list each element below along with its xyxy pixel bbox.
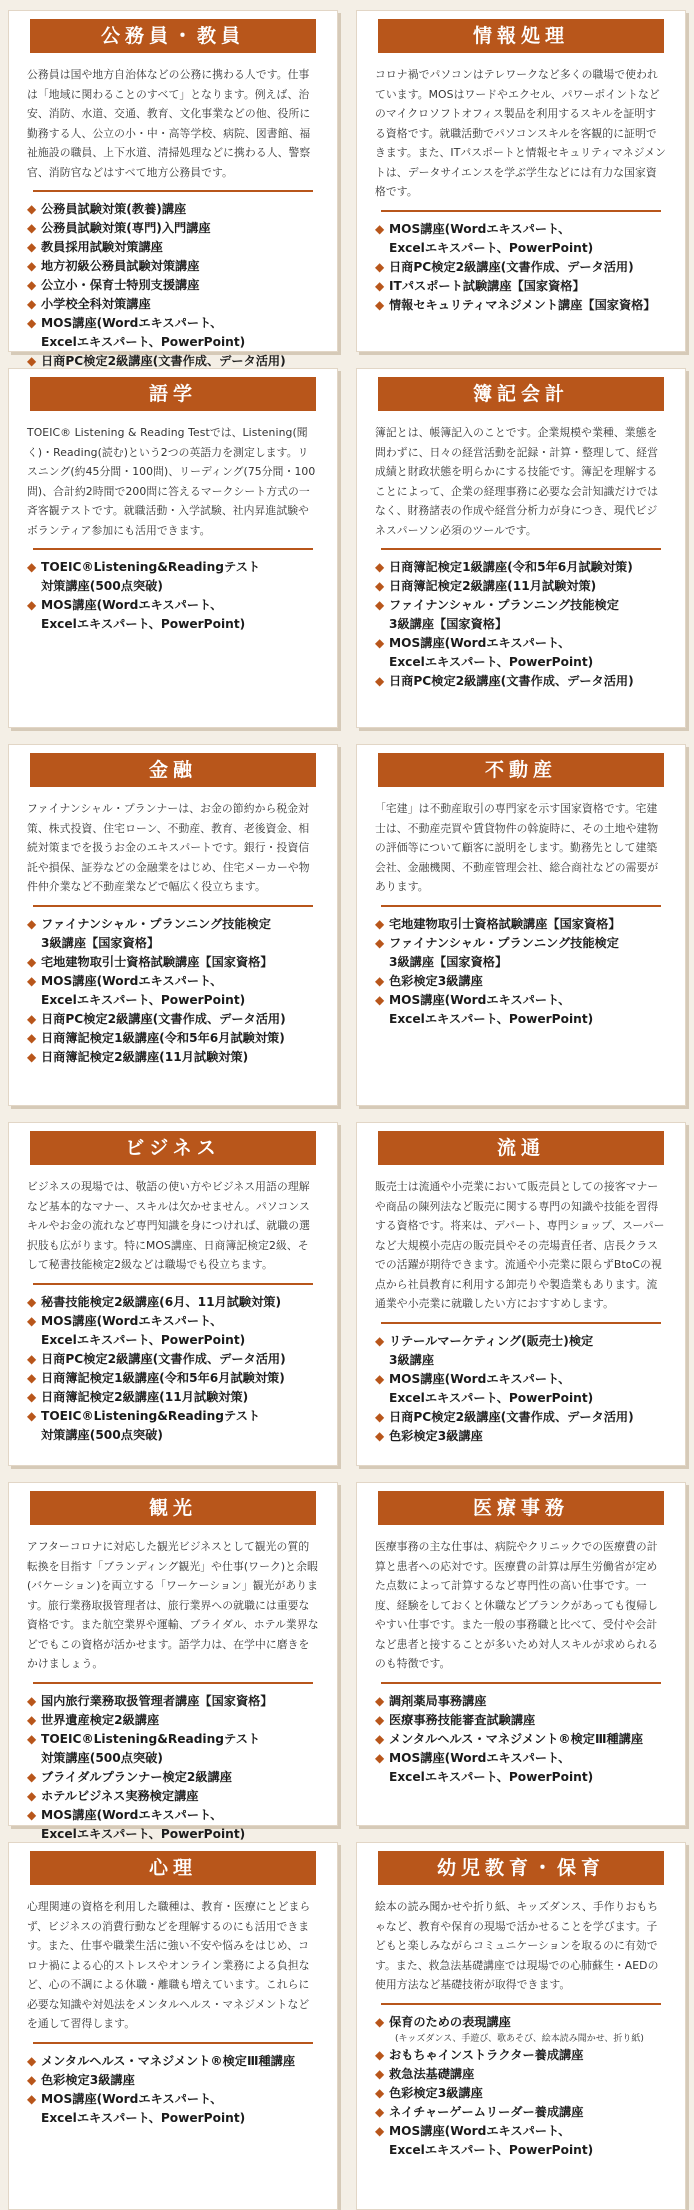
course-item[interactable] xyxy=(375,1692,667,1711)
course-item[interactable] xyxy=(27,1388,319,1407)
course-item-wrap xyxy=(41,1692,273,1711)
diamond-bullet-icon: ◆ xyxy=(375,2066,385,2081)
diamond-bullet-icon: ◆ xyxy=(375,560,385,574)
course-label: ブライダルプランナー検定2級講座 xyxy=(41,1769,232,1784)
diamond-bullet-icon: ◆ xyxy=(27,1011,37,1026)
diamond-bullet-icon: ◆ xyxy=(27,1408,37,1423)
diamond-bullet-icon: ◆ xyxy=(375,297,385,312)
diamond-bullet-icon: ◆ xyxy=(27,2053,37,2068)
course-item[interactable] xyxy=(27,1730,319,1768)
card-description: 「宅建」は不動産取引の専門家を示す国家資格です。宅建士は、不動産売買や賃貸物件の斡旋時に、その土地や建物の評価等について顧客に説明をします。勤務先として建築会社、金融機関、不動産管理会社、総合商社などの需要があります。 xyxy=(375,802,659,893)
course-item[interactable] xyxy=(375,991,667,1029)
course-item-wrap xyxy=(41,2071,135,2090)
course-item[interactable] xyxy=(27,219,319,238)
course-item[interactable] xyxy=(27,1787,319,1806)
course-list xyxy=(375,1332,667,1446)
course-label: TOEIC®Listening&Readingテスト 対策講座(500点突破) xyxy=(41,1408,261,1442)
course-item-wrap xyxy=(389,2122,593,2160)
course-label: 日商簿記検定1級講座(令和5年6月試験対策) xyxy=(389,560,633,574)
diamond-bullet-icon: ◆ xyxy=(27,2091,37,2106)
course-list xyxy=(27,915,319,1067)
course-item-wrap xyxy=(389,1692,487,1711)
course-item[interactable] xyxy=(27,1369,319,1388)
diamond-bullet-icon: ◆ xyxy=(375,1333,385,1348)
course-item-wrap xyxy=(389,1749,593,1787)
course-label: MOS講座(Wordエキスパート、 Excelエキスパート、PowerPoint) xyxy=(389,1371,594,1405)
diamond-bullet-icon: ◆ xyxy=(375,636,385,650)
course-label: 日商PC検定2級講座(文書作成、データ活用) xyxy=(41,354,286,368)
course-item[interactable] xyxy=(27,2090,319,2128)
diamond-bullet-icon: ◆ xyxy=(375,1750,385,1765)
course-item[interactable] xyxy=(27,596,319,634)
card-title: 流通 xyxy=(378,1131,664,1165)
divider xyxy=(381,1322,661,1324)
course-item[interactable] xyxy=(375,2065,667,2084)
course-item[interactable] xyxy=(375,934,667,972)
diamond-bullet-icon: ◆ xyxy=(27,240,37,254)
diamond-bullet-icon: ◆ xyxy=(27,1370,37,1385)
card-description: ファイナンシャル・プランナーは、お金の節約から税金対策、株式投資、住宅ローン、不動産、教育、老後資金、相続対策までを扱うお金のエキスパートです。銀行・投資信託や損保、証券などの金融業をはじめ、住宅メーカーや物件仲介業など不動産業などで幅広く役立ちます。 xyxy=(27,802,310,893)
diamond-bullet-icon: ◆ xyxy=(375,916,385,931)
course-item-wrap xyxy=(41,2052,295,2071)
diamond-bullet-icon: ◆ xyxy=(375,2123,385,2138)
course-label: ファイナンシャル・プランニング技能検定 3級講座【国家資格】 xyxy=(389,935,619,969)
diamond-bullet-icon: ◆ xyxy=(27,202,37,216)
card-psychology xyxy=(8,1842,338,2210)
course-item-wrap xyxy=(389,2103,583,2122)
diamond-bullet-icon: ◆ xyxy=(27,1807,37,1822)
course-list xyxy=(375,915,667,1029)
course-label: 日商PC検定2級講座(文書作成、データ活用) xyxy=(41,1351,286,1366)
course-item[interactable] xyxy=(375,672,667,691)
card-tourism xyxy=(8,1482,338,1841)
course-item[interactable] xyxy=(375,558,667,577)
course-label: ファイナンシャル・プランニング技能検定 3級講座【国家資格】 xyxy=(389,598,619,631)
card-description: アフターコロナに対応した観光ビジネスとして観光の質的転換を目指す「ブランディング観光」や仕事(ワーク)と余暇(バケーション)を両立する「ワーケーション」観光があります。旅行業務取扱管理者は、旅行業界への就職には重要な資格です。また航空業界や運輸、ブライダル、ホテル業界などでもこの資格が活かせます。語学力は、在学中に磨きをかけましょう。 xyxy=(27,1540,319,1670)
diamond-bullet-icon: ◆ xyxy=(375,579,385,593)
course-item[interactable] xyxy=(27,1806,319,1844)
course-label: 秘書技能検定2級講座(6月、11月試験対策) xyxy=(41,1294,282,1309)
diamond-bullet-icon: ◆ xyxy=(375,1371,385,1386)
course-label: おもちゃインストラクター養成講座 xyxy=(389,2047,584,2062)
diamond-bullet-icon: ◆ xyxy=(375,2085,385,2100)
course-item[interactable] xyxy=(27,200,319,219)
course-item-wrap xyxy=(41,1293,281,1312)
diamond-bullet-icon: ◆ xyxy=(375,1693,385,1708)
course-item[interactable] xyxy=(27,314,319,352)
course-item[interactable] xyxy=(27,558,319,596)
divider xyxy=(33,905,313,907)
diamond-bullet-icon: ◆ xyxy=(27,598,37,612)
course-item[interactable] xyxy=(27,1048,319,1067)
diamond-bullet-icon: ◆ xyxy=(27,1788,37,1803)
course-label: 小学校全科対策講座 xyxy=(41,297,151,311)
diamond-bullet-icon: ◆ xyxy=(375,2104,385,2119)
card-business xyxy=(8,1122,338,1466)
course-item-wrap xyxy=(41,1407,260,1445)
diamond-bullet-icon: ◆ xyxy=(27,1294,37,1309)
course-item[interactable] xyxy=(375,634,667,672)
diamond-bullet-icon: ◆ xyxy=(27,1049,37,1064)
course-label: 宅地建物取引士資格試験講座【国家資格】 xyxy=(389,916,621,931)
diamond-bullet-icon: ◆ xyxy=(375,2014,385,2029)
card-description: 医療事務の主な仕事は、病院やクリニックでの医療費の計算と患者への応対です。医療費の計算は厚生労働省が定めた点数によって計算するなど専門性の高い仕事です。一度、経験をしておくと休職などブランクがあっても復帰しやすい仕事です。また一般の事務職と比べて、受付や会計など患者と接することが多いため対人スキルが求められるのも特徴です。 xyxy=(375,1540,659,1670)
course-item-wrap xyxy=(389,1370,593,1408)
course-label: MOS講座(Wordエキスパート、 Excelエキスパート、PowerPoint) xyxy=(389,1750,594,1784)
course-item[interactable] xyxy=(375,972,667,991)
course-list xyxy=(375,220,667,315)
course-label: 宅地建物取引士資格試験講座【国家資格】 xyxy=(41,954,273,969)
diamond-bullet-icon: ◆ xyxy=(375,278,385,293)
course-list xyxy=(375,1692,667,1787)
diamond-bullet-icon: ◆ xyxy=(27,259,37,273)
card-title: 心理 xyxy=(30,1851,316,1885)
course-item[interactable] xyxy=(375,2103,667,2122)
course-label: MOS講座(Wordエキスパート、 Excelエキスパート、PowerPoint) xyxy=(389,221,594,255)
course-item[interactable] xyxy=(27,2071,319,2090)
card-title: 医療事務 xyxy=(378,1491,664,1525)
course-grid xyxy=(8,10,686,2210)
diamond-bullet-icon: ◆ xyxy=(27,1769,37,1784)
diamond-bullet-icon: ◆ xyxy=(375,1712,385,1727)
diamond-bullet-icon: ◆ xyxy=(27,1731,37,1746)
course-item[interactable] xyxy=(27,915,319,953)
diamond-bullet-icon: ◆ xyxy=(27,916,37,931)
course-item[interactable] xyxy=(27,295,319,314)
course-item[interactable] xyxy=(375,2013,667,2046)
course-label: 調剤薬局事務講座 xyxy=(389,1693,487,1708)
course-item[interactable] xyxy=(375,258,667,277)
card-description: 公務員は国や地方自治体などの公務に携わる人です。仕事は「地域に関わることのすべて」となります。例えば、治安、消防、水道、交通、教育、文化事業などの他、役所に勤務する人、公立の小・中・高等学校、病院、図書館、福祉施設の職員、上下水道、清掃処理などに携わる人、警察官、消防官などはすべて地方公務員です。 xyxy=(27,68,311,179)
course-note: (キッズダンス、手遊び、歌あそび、絵本読み聞かせ、折り紙) xyxy=(395,2033,644,2044)
card-title: 金融 xyxy=(30,753,316,787)
course-label: 日商PC検定2級講座(文書作成、データ活用) xyxy=(41,1011,286,1026)
diamond-bullet-icon: ◆ xyxy=(27,954,37,969)
course-item-wrap xyxy=(389,1332,593,1370)
course-item-wrap xyxy=(389,277,585,296)
diamond-bullet-icon: ◆ xyxy=(27,278,37,292)
card-title: 観光 xyxy=(30,1491,316,1525)
course-list xyxy=(27,2052,319,2128)
course-item-wrap xyxy=(41,276,199,295)
course-label: 日商簿記検定1級講座(令和5年6月試験対策) xyxy=(41,1370,285,1385)
course-label: 日商PC検定2級講座(文書作成、データ活用) xyxy=(389,1409,634,1424)
course-item-wrap xyxy=(41,238,163,257)
card-description: TOEIC® Listening & Reading Testでは、Listening(聞く)・Reading(読む)という2つの英語力を測定します。リスニング(約45分間・100問)、リーディング(75分間・100問)、合計約2時間で200問に答えるマークシート方式の一斉客観テストです。就職活動・入学試験、社内昇進試験やボランティア参加にも活用できます。 xyxy=(27,426,316,537)
card-description: 心理関連の資格を利用した職種は、教育・医療にとどまらず、ビジネスの消費行動などを理解するのにも活用できます。また、仕事や職業生活に強い不安や悩みをはじめ、コロナ禍による心的ストレスやオンライン業務による負担など、心の不調による休職・離職も増えています。これらに必要な知識や対処法をメンタルヘルス・マネジメントなどを通して習得します。 xyxy=(27,1900,311,2030)
course-item-wrap xyxy=(41,1350,286,1369)
course-item-wrap xyxy=(41,953,273,972)
course-item-wrap xyxy=(41,295,151,314)
course-item-wrap xyxy=(41,1369,285,1388)
course-item[interactable] xyxy=(375,1427,667,1446)
card-title: 語学 xyxy=(30,377,316,411)
card-medical xyxy=(356,1482,686,1826)
course-item-wrap xyxy=(41,2090,245,2128)
card-childcare xyxy=(356,1842,686,2210)
course-item-wrap xyxy=(389,220,593,258)
course-label: 保育のための表現講座 xyxy=(389,2014,511,2029)
course-item[interactable] xyxy=(27,1350,319,1369)
course-item-wrap xyxy=(389,296,656,315)
course-label: 色彩検定3級講座 xyxy=(389,973,483,988)
course-item-wrap xyxy=(389,558,633,577)
course-item-wrap xyxy=(41,915,271,953)
diamond-bullet-icon: ◆ xyxy=(27,1030,37,1045)
course-item[interactable] xyxy=(27,2052,319,2071)
diamond-bullet-icon: ◆ xyxy=(27,1693,37,1708)
card-bookkeeping xyxy=(356,368,686,728)
course-item[interactable] xyxy=(375,1370,667,1408)
diamond-bullet-icon: ◆ xyxy=(27,221,37,235)
card-title: 幼児教育・保育 xyxy=(378,1851,664,1885)
course-item-wrap xyxy=(41,1730,260,1768)
course-label: TOEIC®Listening&Readingテスト 対策講座(500点突破) xyxy=(41,1731,261,1765)
course-item-wrap xyxy=(389,2084,483,2103)
course-item-wrap xyxy=(389,634,593,672)
course-label: 国内旅行業務取扱管理者講座【国家資格】 xyxy=(41,1693,273,1708)
course-item-wrap xyxy=(41,558,260,596)
course-label: 救急法基礎講座 xyxy=(389,2066,475,2081)
course-item-wrap xyxy=(41,1312,245,1350)
divider xyxy=(33,190,313,192)
course-item[interactable] xyxy=(375,296,667,315)
diamond-bullet-icon: ◆ xyxy=(375,598,385,612)
course-item-wrap xyxy=(389,1427,483,1446)
course-item-wrap xyxy=(389,672,634,691)
card-distribution xyxy=(356,1122,686,1466)
course-label: TOEIC®Listening&Readingテスト 対策講座(500点突破) xyxy=(41,560,261,593)
course-label: 色彩検定3級講座 xyxy=(41,2072,135,2087)
course-label: 日商簿記検定2級講座(11月試験対策) xyxy=(41,1049,249,1064)
course-item-wrap xyxy=(389,991,593,1029)
course-label: 教員採用試験対策講座 xyxy=(41,240,163,254)
course-item[interactable] xyxy=(375,2122,667,2160)
diamond-bullet-icon: ◆ xyxy=(375,1731,385,1746)
course-item[interactable] xyxy=(375,220,667,258)
course-item[interactable] xyxy=(375,915,667,934)
course-item-wrap xyxy=(389,972,483,991)
course-item[interactable] xyxy=(27,257,319,276)
course-item-wrap xyxy=(389,1408,634,1427)
course-label: 世界遺産検定2級講座 xyxy=(41,1712,160,1727)
course-item[interactable] xyxy=(27,972,319,1010)
course-label: MOS講座(Wordエキスパート、 Excelエキスパート、PowerPoint) xyxy=(41,2091,246,2125)
card-description: 簿記とは、帳簿記入のことです。企業規模や業種、業態を問わずに、日々の経営活動を記録・計算・整理して、経営成績と財政状態を明らかにする技能です。簿記を理解することによって、企業の経理事務に必要な会計知識だけではなく、財務諸表の作成や経営分析力が身につき、現代ビジネスパーソン必須のツールです。 xyxy=(375,426,659,537)
diamond-bullet-icon: ◆ xyxy=(375,221,385,236)
course-item[interactable] xyxy=(375,577,667,596)
card-description: ビジネスの現場では、敬語の使い方やビジネス用語の理解など基本的なマナー、スキルは欠かせません。パソコンスキルやお金の流れなど専門知識を身につければ、就職の選択肢も広がります。特にMOS講座、日商簿記検定2級、そして秘書技能検定2級などは職場でも役立ちます。 xyxy=(27,1180,310,1271)
divider xyxy=(381,548,661,550)
card-real-estate xyxy=(356,744,686,1106)
course-item-wrap xyxy=(389,596,619,634)
course-item[interactable] xyxy=(375,277,667,296)
diamond-bullet-icon: ◆ xyxy=(27,297,37,311)
course-item-wrap xyxy=(389,2065,474,2084)
course-item-wrap xyxy=(41,1388,248,1407)
course-item-wrap xyxy=(41,1806,245,1844)
course-label: 日商PC検定2級講座(文書作成、データ活用) xyxy=(389,674,634,688)
divider xyxy=(381,1682,661,1684)
divider xyxy=(381,2003,661,2005)
card-description: 販売士は流通や小売業において販売員としての接客マナーや商品の陳列法など販売に関する専門の知識や技能を習得する資格です。将来は、デパート、専門ショップ、スーパーなど大規模小売店の販売員やその売場責任者、店長クラスでの活躍が期待できます。流通や小売業に限らずBtoCの視点から社員教育に利用する卸売りや製造業もあります。流通業や小売業に就職したい方におすすめします。 xyxy=(375,1180,665,1310)
diamond-bullet-icon: ◆ xyxy=(375,973,385,988)
course-item[interactable] xyxy=(375,1711,667,1730)
course-item-wrap xyxy=(41,1787,198,1806)
course-label: MOS講座(Wordエキスパート、 Excelエキスパート、PowerPoint) xyxy=(389,636,594,669)
card-finance xyxy=(8,744,338,1106)
course-label: 色彩検定3級講座 xyxy=(389,2085,483,2100)
diamond-bullet-icon: ◆ xyxy=(375,259,385,274)
course-label: ITパスポート試験講座【国家資格】 xyxy=(389,278,585,293)
course-item-wrap xyxy=(41,1711,159,1730)
course-label: ホテルビジネス実務検定講座 xyxy=(41,1788,199,1803)
course-label: 日商PC検定2級講座(文書作成、データ活用) xyxy=(389,259,634,274)
course-item[interactable] xyxy=(27,1711,319,1730)
diamond-bullet-icon: ◆ xyxy=(27,1313,37,1328)
course-item-wrap xyxy=(389,1711,535,1730)
course-list xyxy=(27,1293,319,1445)
course-item-wrap xyxy=(389,2013,644,2046)
diamond-bullet-icon: ◆ xyxy=(375,1409,385,1424)
course-label: メンタルヘルス・マネジメント®検定Ⅲ種講座 xyxy=(41,2053,296,2068)
course-label: 日商簿記検定1級講座(令和5年6月試験対策) xyxy=(41,1030,285,1045)
course-item[interactable] xyxy=(375,2084,667,2103)
course-item-wrap xyxy=(41,200,186,219)
diamond-bullet-icon: ◆ xyxy=(27,316,37,330)
diamond-bullet-icon: ◆ xyxy=(375,1428,385,1443)
course-item-wrap xyxy=(389,577,596,596)
diamond-bullet-icon: ◆ xyxy=(27,1389,37,1404)
course-item-wrap xyxy=(389,2046,583,2065)
card-it xyxy=(356,10,686,352)
diamond-bullet-icon: ◆ xyxy=(375,935,385,950)
diamond-bullet-icon: ◆ xyxy=(27,560,37,574)
diamond-bullet-icon: ◆ xyxy=(27,2072,37,2087)
course-item-wrap xyxy=(41,257,199,276)
course-label: 日商簿記検定2級講座(11月試験対策) xyxy=(389,579,597,593)
card-description: コロナ禍でパソコンはテレワークなど多くの職場で使われています。MOSはワードやエクセル、パワーポイントなどのマイクロソフトオフィス製品を利用するスキルを証明する資格です。就職活動でパソコンスキルを客観的に証明できます。また、ITパスポートと情報セキュリティマネジメントは、データサイエンスを学ぶ学生などには有力な国家資格です。 xyxy=(375,68,667,198)
course-label: 色彩検定3級講座 xyxy=(389,1428,483,1443)
divider xyxy=(33,1682,313,1684)
course-label: MOS講座(Wordエキスパート、 Excelエキスパート、PowerPoint) xyxy=(41,316,246,349)
course-item-wrap xyxy=(389,934,619,972)
course-item-wrap xyxy=(41,1768,232,1787)
course-label: リテールマーケティング(販売士)検定 3級講座 xyxy=(389,1333,594,1367)
divider xyxy=(381,210,661,212)
divider xyxy=(33,1283,313,1285)
course-item-wrap xyxy=(41,219,211,238)
course-list xyxy=(375,558,667,691)
course-list xyxy=(27,1692,319,1863)
course-item-wrap xyxy=(41,1010,286,1029)
course-label: MOS講座(Wordエキスパート、 Excelエキスパート、PowerPoint) xyxy=(389,2123,594,2157)
diamond-bullet-icon: ◆ xyxy=(27,354,37,368)
course-item-wrap xyxy=(389,258,634,277)
course-label: MOS講座(Wordエキスパート、 Excelエキスパート、PowerPoint) xyxy=(41,598,246,631)
card-title: 情報処理 xyxy=(378,19,664,53)
diamond-bullet-icon: ◆ xyxy=(27,1351,37,1366)
course-item[interactable] xyxy=(375,1749,667,1787)
course-label: ネイチャーゲームリーダー養成講座 xyxy=(389,2104,584,2119)
course-item[interactable] xyxy=(27,1768,319,1787)
diamond-bullet-icon: ◆ xyxy=(27,1712,37,1727)
course-item[interactable] xyxy=(27,1407,319,1445)
course-item[interactable] xyxy=(27,276,319,295)
divider xyxy=(33,2042,313,2044)
diamond-bullet-icon: ◆ xyxy=(375,2047,385,2062)
course-label: 日商簿記検定2級講座(11月試験対策) xyxy=(41,1389,249,1404)
course-item[interactable] xyxy=(375,1332,667,1370)
card-language xyxy=(8,368,338,728)
diamond-bullet-icon: ◆ xyxy=(375,992,385,1007)
course-list xyxy=(27,200,319,371)
card-description: 絵本の読み聞かせや折り紙、キッズダンス、手作りおもちゃなど、教育や保育の現場で活かせることを学びます。子どもと楽しみながらコミュニケーションを取るのに有効です。また、救急法基礎講座では現場での心肺蘇生・AEDの使用方法など基礎技術が取得できます。 xyxy=(375,1900,659,1991)
course-item[interactable] xyxy=(27,1293,319,1312)
course-label: MOS講座(Wordエキスパート、 Excelエキスパート、PowerPoint) xyxy=(41,1807,246,1841)
course-item[interactable] xyxy=(27,1312,319,1350)
course-item[interactable] xyxy=(27,1010,319,1029)
course-item[interactable] xyxy=(375,1730,667,1749)
course-label: 医療事務技能審査試験講座 xyxy=(389,1712,536,1727)
course-label: MOS講座(Wordエキスパート、 Excelエキスパート、PowerPoint) xyxy=(41,973,246,1007)
course-label: MOS講座(Wordエキスパート、 Excelエキスパート、PowerPoint) xyxy=(389,992,594,1026)
course-item-wrap xyxy=(41,314,245,352)
course-label: 公務員試験対策(教養)講座 xyxy=(41,202,187,216)
course-item-wrap xyxy=(389,1730,643,1749)
divider xyxy=(33,548,313,550)
course-item[interactable] xyxy=(375,596,667,634)
course-label: 情報セキュリティマネジメント講座【国家資格】 xyxy=(389,297,656,312)
diamond-bullet-icon: ◆ xyxy=(27,973,37,988)
diamond-bullet-icon: ◆ xyxy=(375,674,385,688)
course-item[interactable] xyxy=(27,1029,319,1048)
card-title: 公務員・教員 xyxy=(30,19,316,53)
course-item-wrap xyxy=(41,1029,285,1048)
card-title: 不動産 xyxy=(378,753,664,787)
course-item[interactable] xyxy=(27,1692,319,1711)
course-list xyxy=(375,2013,667,2160)
course-item-wrap xyxy=(41,972,245,1010)
course-label: 公務員試験対策(専門)入門講座 xyxy=(41,221,211,235)
course-label: メンタルヘルス・マネジメント®検定Ⅲ種講座 xyxy=(389,1731,644,1746)
course-item-wrap xyxy=(389,915,621,934)
course-item-wrap xyxy=(41,1048,248,1067)
course-item-wrap xyxy=(41,596,245,634)
course-label: 地方初級公務員試験対策講座 xyxy=(41,259,200,273)
course-label: 公立小・保育士特別支援講座 xyxy=(41,278,200,292)
course-item[interactable] xyxy=(27,238,319,257)
course-item[interactable] xyxy=(27,953,319,972)
card-civil-servant xyxy=(8,10,338,368)
course-label: ファイナンシャル・プランニング技能検定 3級講座【国家資格】 xyxy=(41,916,271,950)
divider xyxy=(381,905,661,907)
course-list xyxy=(27,558,319,634)
card-title: 簿記会計 xyxy=(378,377,664,411)
course-label: MOS講座(Wordエキスパート、 Excelエキスパート、PowerPoint) xyxy=(41,1313,246,1347)
card-title: ビジネス xyxy=(30,1131,316,1165)
course-item[interactable] xyxy=(375,2046,667,2065)
course-item[interactable] xyxy=(375,1408,667,1427)
